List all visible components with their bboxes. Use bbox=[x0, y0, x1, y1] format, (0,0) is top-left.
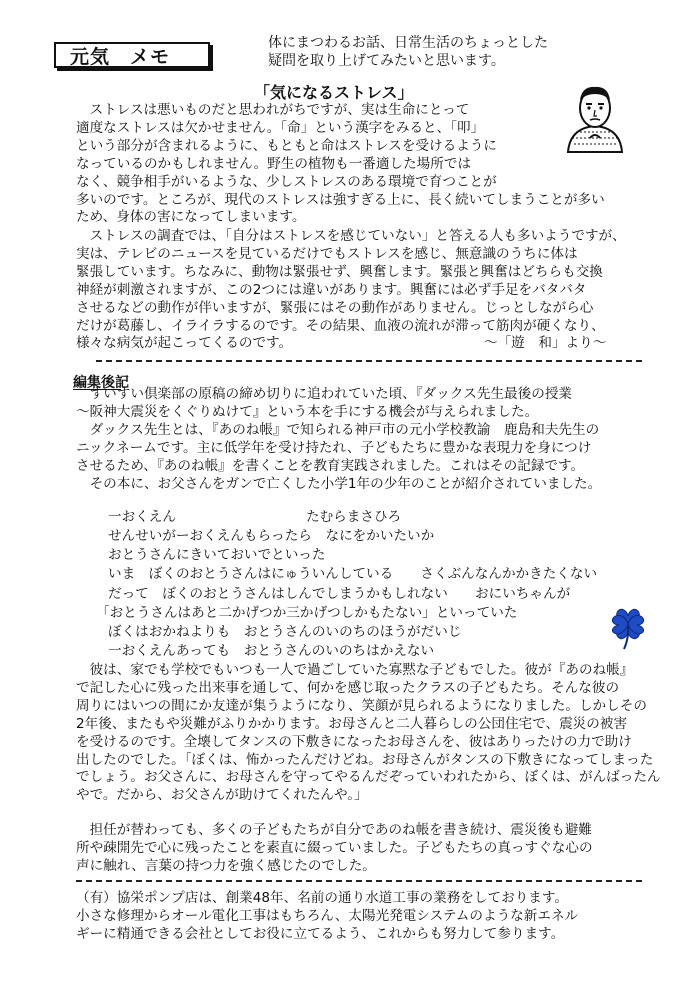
text-line: なっているのかもしれません。野生の植物も一番適した場所では bbox=[76, 155, 472, 172]
poem-body bbox=[96, 527, 598, 661]
section-divider bbox=[76, 880, 642, 882]
poem-author: たむらまさひろ bbox=[306, 509, 402, 525]
text-line: 適度なストレスは欠かせません。「命」という漢字をみると、「叩」 bbox=[76, 119, 485, 136]
text-line: だけが葛藤し、イライラするのです。その結果、血液の流れが滞って筋肉が硬くなり、 bbox=[76, 317, 605, 334]
intro-line: 疑問を取り上げてみたいと思います。 bbox=[268, 53, 505, 69]
text-line: させるため、『あのね帳』を書くことを教育実践されました。これはその記録です。 bbox=[76, 457, 585, 474]
text-line: という部分が含まれるように、もともと命はストレスを受けるように bbox=[76, 137, 497, 154]
text-line: 周りにはいつの間にか友達が集うようになり、笑顔が見られるようになりました。しかしその bbox=[76, 697, 647, 714]
text-line: その本に、お父さんをガンで亡くした小学1年の少年のことが紹介されていました。 bbox=[76, 475, 602, 492]
article-last-line: 様々な病気が起こってくるのです。 bbox=[76, 335, 293, 351]
editor-notes-heading: 編集後記 bbox=[73, 375, 129, 391]
poem-line: だって ぼくのおとうさんはしんでしまうかもしれない おにいちゃんが bbox=[108, 585, 571, 602]
editor-notes-body-2 bbox=[76, 822, 593, 876]
poem-line: せんせいがーおくえんもらったら なにをかいたいか bbox=[108, 528, 435, 544]
text-line: 担任が替わっても、多くの子どもたちが自分であのね帳を書き続け、震災後も避難 bbox=[76, 822, 592, 838]
text-line: ギーに精通できる会社としてお役に立てるよう、これからも努力して参ります。 bbox=[76, 925, 565, 942]
text-line: 彼は、家でも学校でもいつも一人で過ごしていた寡黙な子どもでした。彼が『あのね帳』 bbox=[76, 662, 634, 678]
text-line: ダックス先生とは、『あのね帳』で知られる神戸市の元小学校教諭 鹿島和夫先生の bbox=[76, 421, 600, 438]
text-line: 多いのです。ところが、現代のストレスは強すぎる上に、長く続いてしまうことが多い bbox=[76, 191, 605, 208]
text-line: なく、競争相手がいるような、少しストレスのある環境で育つことが bbox=[76, 173, 497, 190]
article-heading: 「気になるストレス」 bbox=[254, 83, 414, 102]
poem-line: 「おとうさんはあと二かげつか三かげつしかもたない」といっていた bbox=[96, 604, 518, 621]
editor-notes-body-1 bbox=[76, 662, 661, 805]
article-paragraph-1 bbox=[76, 102, 605, 227]
text-line: を受けるのです。全壊してタンスの下敷きになったお母さんを、彼はありったけの力で助け bbox=[76, 733, 632, 750]
company-footer bbox=[76, 890, 578, 944]
text-line: ストレスの調査では、「自分はストレスを感じていない」と答える人も多いようですが、 bbox=[76, 228, 626, 244]
memo-title-box: 元気 メモ bbox=[54, 42, 210, 68]
text-line: 声に触れ、言葉の持つ力を強く感じたのでした。 bbox=[76, 857, 376, 874]
poem-line: いま ぼくのおとうさんはにゅういんしている さくぶんなんかかきたくない bbox=[108, 566, 598, 583]
text-line: させるなどの動作が伴いますが、緊張にはその動作がありません。じっとしながら心 bbox=[76, 299, 594, 316]
poem-line: 一おくえんあっても おとうさんのいのちはかえない bbox=[108, 643, 435, 660]
text-line: 神経が刺激されますが、この2つには違いがあります。興奮には必ず手足をバタバタ bbox=[76, 281, 587, 298]
text-line: 小さな修理からオール電化工事はもちろん、太陽光発電システムのような新エネル bbox=[76, 907, 579, 924]
poem-title: 一おくえん bbox=[108, 509, 176, 525]
poem-line: おとうさんにきいておいでといった bbox=[108, 547, 326, 564]
section-divider bbox=[96, 360, 642, 362]
text-line: ニックネームです。主に低学年を受け持たれ、子どもたちに豊かな表現力を身につけ bbox=[76, 439, 592, 456]
intro-line: 体にまつわるお話、日常生活のちょっとした bbox=[268, 35, 548, 51]
text-line: 緊張しています。ちなみに、動物は緊張せず、興奮します。緊張と興奮はどちらも交換 bbox=[76, 263, 603, 280]
text-line: でしょう。お父さんに、お母さんを守ってやるんだぞっていわれたから、ぼくは、がんばったん bbox=[76, 769, 661, 786]
text-line: すいすい倶楽部の原稿の締め切りに追われていた頃、『ダックス先生最後の授業 bbox=[76, 386, 573, 402]
intro-text bbox=[268, 34, 548, 70]
text-line: （有）協栄ポンプ店は、創業48年、名前の通り水道工事の業務をしております。 bbox=[76, 890, 568, 906]
text-line: 所や疎開先で心に残ったことを素直に綴っていました。子どもたちの真っすぐな心の bbox=[76, 839, 593, 856]
text-line: ため、身体の害になってしまいます。 bbox=[76, 209, 306, 226]
article-paragraph-2 bbox=[76, 228, 626, 335]
text-line: 2年後、またもや災難がふりかかります。お母さんと二人暮らしの公団住宅で、震災の被害 bbox=[76, 715, 628, 732]
text-line: 実は、テレビのニュースを見ているだけでもストレスを感じ、無意識のうちに体は bbox=[76, 245, 578, 262]
article-source: ～「遊 和」より～ bbox=[484, 335, 607, 351]
text-line: 出したのでした。「ぼくは、怖かったんだけどね。お母さんがタンスの下敷きになってしまった bbox=[76, 751, 654, 768]
four-leaf-clover-icon bbox=[608, 606, 648, 650]
text-line: ストレスは悪いものだと思われがちですが、実は生命にとって bbox=[76, 102, 470, 118]
text-line: で記した心に残った出来事を通して、何かを感じ取ったクラスの子どもたち。そんな彼の bbox=[76, 679, 620, 696]
poem-line: ぼくはおかねよりも おとうさんのいのちのほうがだいじ bbox=[108, 624, 462, 641]
text-line: ～阪神大震災をくぐりぬけて』という本を手にする機会が与えられました。 bbox=[76, 403, 539, 420]
text-line: やで。だから、お父さんが助けてくれたんや。」 bbox=[76, 787, 368, 804]
editor-notes-intro bbox=[76, 386, 601, 493]
